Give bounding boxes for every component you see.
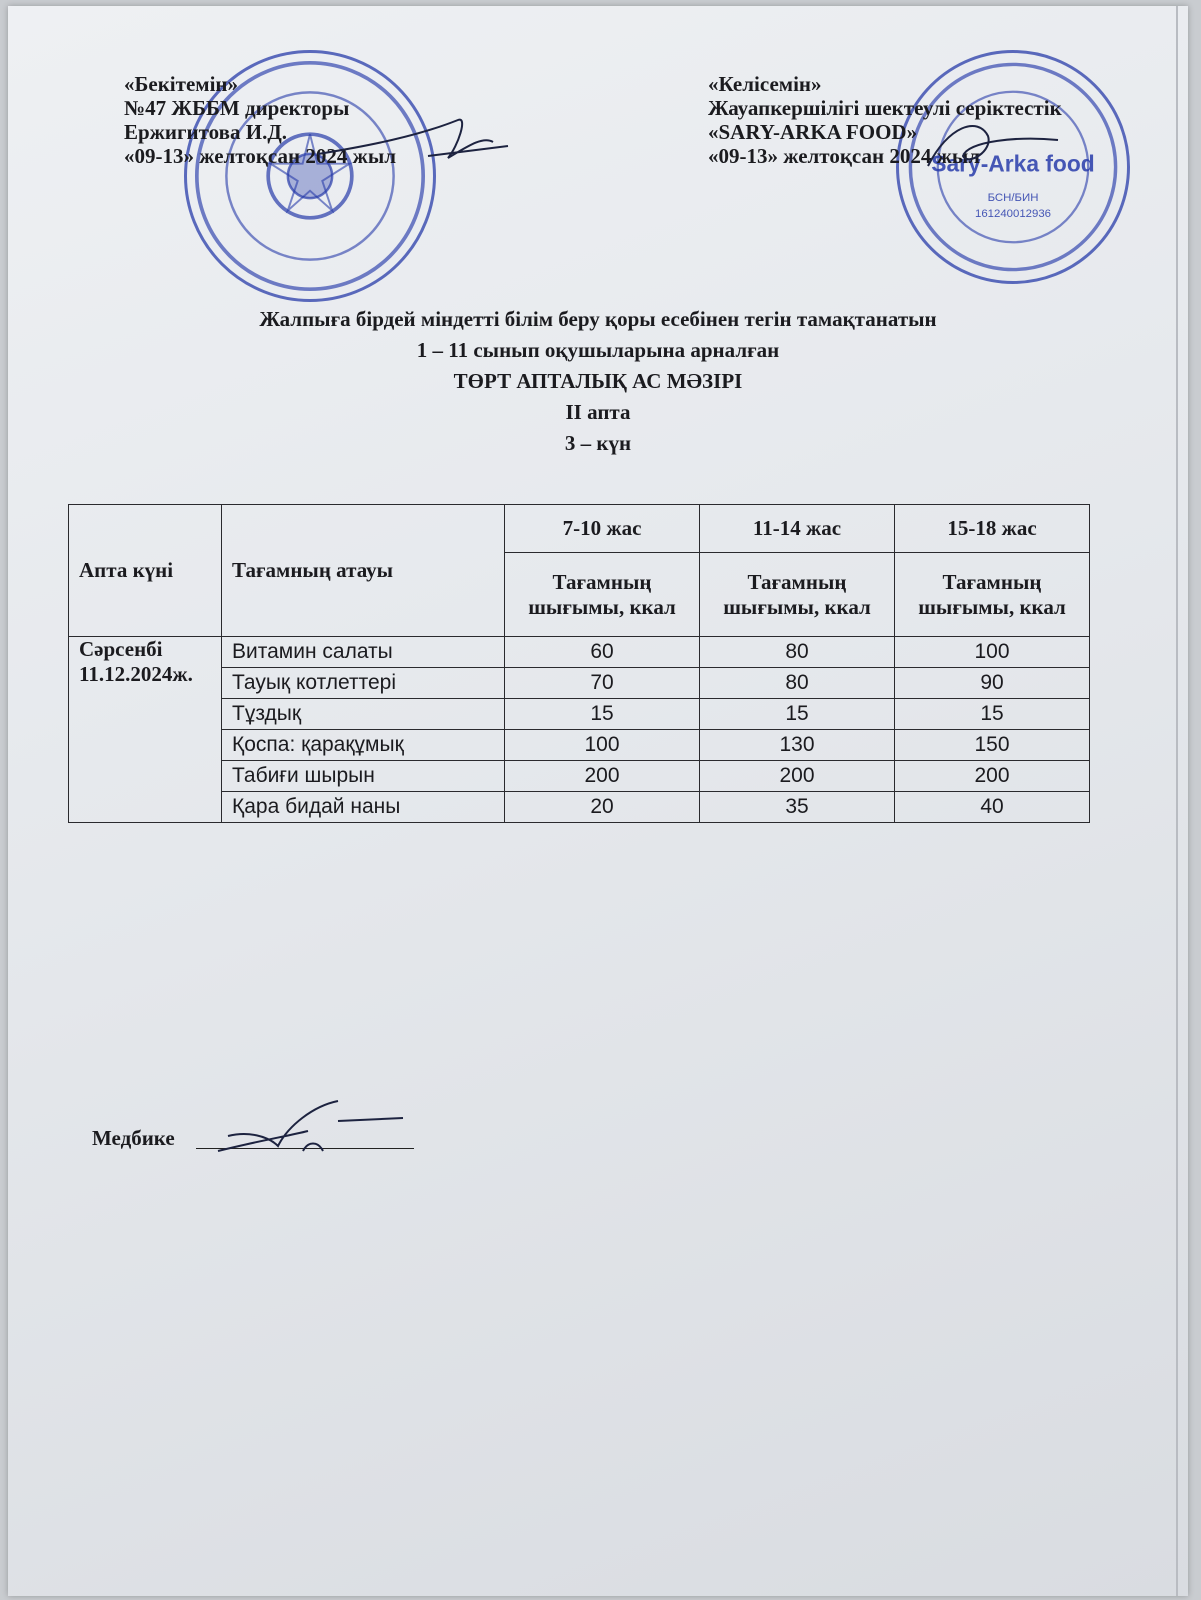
document-title — [8, 304, 1188, 459]
header-age-15-18: 15-18 жас — [895, 505, 1090, 553]
stamp-bin-number: 161240012936 — [974, 208, 1052, 221]
day-cell — [69, 637, 222, 823]
kcal-7-10: 70 — [505, 668, 700, 699]
kcal-7-10: 15 — [505, 699, 700, 730]
table-row — [69, 761, 1090, 792]
title-line2: 1 – 11 сынып оқушыларына арналған — [416, 338, 780, 362]
kcal-7-10: 100 — [505, 730, 700, 761]
approval-right-line3: «SARY-ARKA FOOD» — [708, 120, 918, 144]
header-dish: Тағамның атауы — [222, 505, 505, 637]
kcal-15-18: 200 — [895, 761, 1090, 792]
director-signature — [308, 106, 518, 176]
kcal-11-14: 15 — [700, 699, 895, 730]
kcal-11-14: 80 — [700, 668, 895, 699]
table-header-row — [69, 505, 1090, 553]
stamp-bin-label: БСН/БИН — [987, 192, 1039, 205]
weekday-label: Сәрсенбі — [79, 637, 163, 661]
table-row — [69, 699, 1090, 730]
date-label: 11.12.2024ж. — [79, 662, 193, 686]
dish-name: Қара бидай наны — [222, 792, 505, 823]
title-week: ІІ апта — [565, 400, 631, 424]
stamp-company-name: Sary-Arka food — [931, 150, 1095, 177]
kcal-11-14: 130 — [700, 730, 895, 761]
approval-right-line2: Жауапкершілігі шектеулі серіктестік — [708, 96, 1062, 120]
table-row — [69, 730, 1090, 761]
kcal-15-18: 150 — [895, 730, 1090, 761]
subheader-yield: Тағамның шығымы, ккал — [895, 553, 1090, 637]
approval-left-line1: «Бекітемін» — [124, 72, 239, 96]
kcal-15-18: 90 — [895, 668, 1090, 699]
kcal-7-10: 20 — [505, 792, 700, 823]
kcal-15-18: 15 — [895, 699, 1090, 730]
dish-name: Витамин салаты — [222, 637, 505, 668]
kcal-11-14: 80 — [700, 637, 895, 668]
approval-right-line4: «09-13» желтоқсан 2024 жыл — [708, 144, 981, 168]
table-row — [69, 637, 1090, 668]
table-row — [69, 668, 1090, 699]
kcal-15-18: 40 — [895, 792, 1090, 823]
kcal-11-14: 35 — [700, 792, 895, 823]
subheader-yield: Тағамның шығымы, ккал — [505, 553, 700, 637]
approval-left-line2: №47 ЖББМ директоры — [124, 96, 350, 120]
document-page — [8, 6, 1188, 1596]
header-age-7-10: 7-10 жас — [505, 505, 700, 553]
title-line3: ТӨРТ АПТАЛЫҚ АС МӘЗІРІ — [453, 369, 743, 393]
dish-name: Қоспа: қарақұмық — [222, 730, 505, 761]
approval-right-line1: «Келісемін» — [708, 72, 822, 96]
kcal-7-10: 60 — [505, 637, 700, 668]
title-line1: Жалпыға бірдей міндетті білім беру қоры есебінен тегін тамақтанатын — [259, 307, 937, 331]
kcal-7-10: 200 — [505, 761, 700, 792]
subheader-yield: Тағамның шығымы, ккал — [700, 553, 895, 637]
kcal-15-18: 100 — [895, 637, 1090, 668]
title-day: 3 – күн — [564, 431, 632, 455]
dish-name: Тауық котлеттері — [222, 668, 505, 699]
approval-left-line4: «09-13» желтоқсан 2024 жыл — [124, 144, 397, 168]
page-fold-edge — [1176, 6, 1178, 1596]
header-age-11-14: 11-14 жас — [700, 505, 895, 553]
menu-table — [68, 504, 1090, 823]
header-weekday: Апта күні — [69, 505, 222, 637]
nurse-label: Медбике — [92, 1126, 175, 1150]
table-row — [69, 792, 1090, 823]
dish-name: Тұздық — [222, 699, 505, 730]
dish-name: Табиғи шырын — [222, 761, 505, 792]
approval-left-line3: Ержигитова И.Д. — [124, 120, 288, 144]
kcal-11-14: 200 — [700, 761, 895, 792]
company-signature — [908, 106, 1098, 186]
nurse-signature — [208, 1096, 408, 1166]
